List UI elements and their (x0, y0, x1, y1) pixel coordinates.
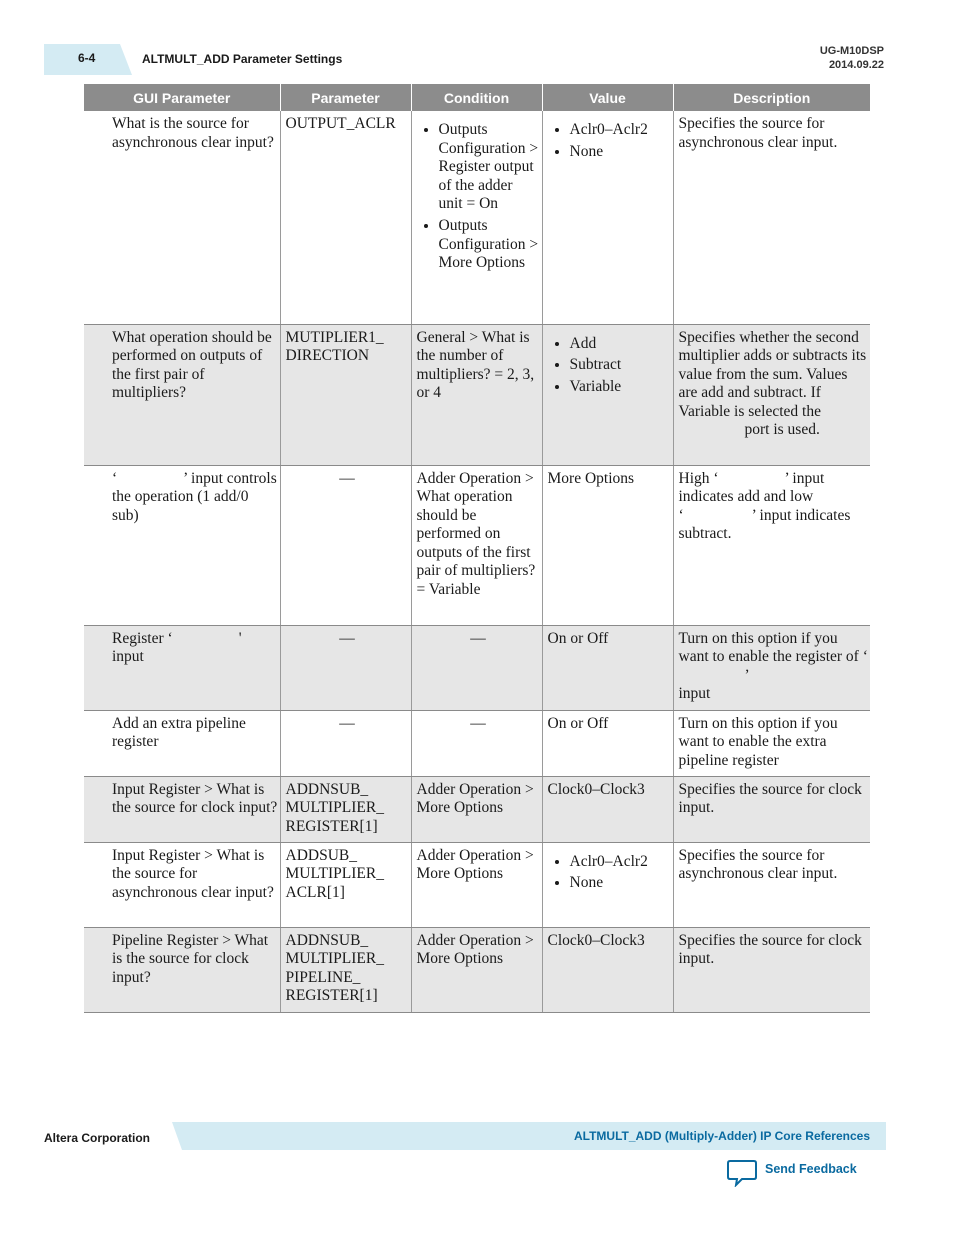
gui-parameter-cell: Pipeline Register > What is the source for clock input? (84, 927, 280, 1012)
description-cell: Specifies the source for clock input. (673, 776, 870, 842)
parameter-cell: MUTIPLIER1_ DIRECTION (280, 324, 411, 465)
value-list (548, 853, 671, 893)
list-item: • Aclr0–Aclr2 (570, 853, 671, 872)
value-list (548, 335, 671, 397)
list-item: • None (570, 874, 671, 893)
doc-id: UG-M10DSP (819, 45, 884, 57)
column-header: GUI Parameter (84, 84, 280, 111)
table-header-row (84, 84, 870, 111)
description-cell: Specifies the source for clock input. (673, 927, 870, 1012)
gui-parameter-cell: What is the source for asynchronous clear input? (84, 111, 280, 324)
section-title: ALTMULT_ADD Parameter Settings (142, 52, 343, 66)
value-cell: On or Off (542, 625, 673, 710)
list-item: • Aclr0–Aclr2 (570, 121, 671, 140)
column-header: Description (673, 84, 870, 111)
value-cell: More Options (542, 465, 673, 625)
table-row (84, 842, 870, 927)
gui-parameter-cell: ‘ ’ input controls the operation (1 add/0 sub) (84, 465, 280, 625)
column-header: Value (542, 84, 673, 111)
table-row (84, 625, 870, 710)
description-text: port is used. (744, 421, 820, 439)
condition-cell (411, 111, 542, 324)
description-text: Specifies whether the second multiplier adds or subtracts its value from the sum. Values are add and subtract. If Variable is selected the (678, 328, 867, 420)
list-item: • Outputs Configuration > More Options (439, 217, 540, 273)
value-cell: On or Off (542, 710, 673, 776)
list-item: • Outputs Configuration > Register output of the adder unit = On (439, 121, 540, 214)
value-list (548, 121, 671, 161)
description-cell: Specifies the source for asynchronous clear input. (673, 111, 870, 324)
doc-info (820, 44, 884, 72)
table-row (84, 324, 870, 465)
gui-parameter-cell: Register ‘ ' input (84, 625, 280, 710)
parameter-cell: — (280, 710, 411, 776)
table-row (84, 710, 870, 776)
value-cell (542, 324, 673, 465)
speech-bubble-icon[interactable] (727, 1159, 757, 1187)
send-feedback-link[interactable]: Send Feedback (765, 1162, 857, 1176)
gui-parameter-cell: Add an extra pipeline register (84, 710, 280, 776)
condition-cell: Adder Operation > More Options (411, 927, 542, 1012)
description-cell: Specifies the source for asynchronous clear input. (673, 842, 870, 927)
description-cell (673, 324, 870, 465)
chapter-link[interactable]: ALTMULT_ADD (Multiply-Adder) IP Core References (573, 1129, 870, 1143)
list-item: • Variable (570, 378, 671, 397)
value-cell (542, 842, 673, 927)
parameter-cell: — (280, 465, 411, 625)
parameter-cell: ADDNSUB_ MULTIPLIER_ PIPELINE_ REGISTER[1] (280, 927, 411, 1012)
column-header: Condition (411, 84, 542, 111)
column-header: Parameter (280, 84, 411, 111)
company-name: Altera Corporation (44, 1131, 151, 1145)
parameter-cell: OUTPUT_ACLR (280, 111, 411, 324)
gui-parameter-cell: Input Register > What is the source for asynchronous clear input? (84, 842, 280, 927)
parameter-cell: — (280, 625, 411, 710)
description-cell: Turn on this option if you want to enable the register of ‘’ input (673, 625, 870, 710)
doc-date: 2014.09.22 (828, 59, 884, 71)
description-cell: Turn on this option if you want to enable the extra pipeline register (673, 710, 870, 776)
description-cell: High ‘ ’ input indicates add and low ‘ ’ input indicates subtract. (673, 465, 870, 625)
parameter-cell: ADDSUB_ MULTIPLIER_ ACLR[1] (280, 842, 411, 927)
condition-list (417, 121, 540, 273)
list-item: • Subtract (570, 356, 671, 375)
table-row (84, 465, 870, 625)
table-row (84, 927, 870, 1012)
table-row (84, 776, 870, 842)
condition-cell: Adder Operation > What operation should be performed on outputs of the first pair of multipliers? = Variable (411, 465, 542, 625)
condition-cell: — (411, 710, 542, 776)
condition-cell: General > What is the number of multipliers? = 2, 3, or 4 (411, 324, 542, 465)
value-cell (542, 111, 673, 324)
parameter-cell: ADDNSUB_ MULTIPLIER_ REGISTER[1] (280, 776, 411, 842)
gui-parameter-cell: What operation should be performed on outputs of the first pair of multipliers? (84, 324, 280, 465)
page-number: 6-4 (78, 51, 96, 65)
condition-cell: — (411, 625, 542, 710)
value-cell: Clock0–Clock3 (542, 927, 673, 1012)
list-item: • Add (570, 335, 671, 354)
condition-cell: Adder Operation > More Options (411, 842, 542, 927)
parameter-table (84, 84, 870, 1013)
value-cell: Clock0–Clock3 (542, 776, 673, 842)
table-row (84, 111, 870, 324)
condition-cell: Adder Operation > More Options (411, 776, 542, 842)
gui-parameter-cell: Input Register > What is the source for clock input? (84, 776, 280, 842)
list-item: • None (570, 143, 671, 162)
